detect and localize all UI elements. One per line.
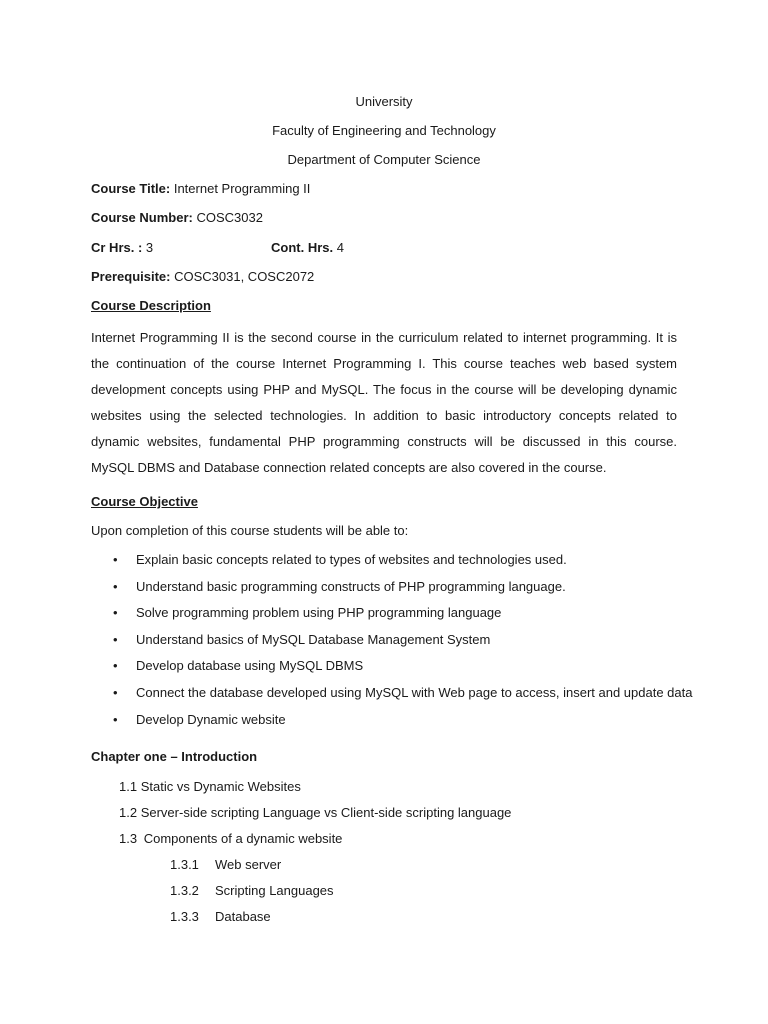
objective-intro: Upon completion of this course students will be able to: bbox=[91, 523, 409, 538]
section-number: 1.2 bbox=[119, 805, 138, 820]
subsection-text: Scripting Languages bbox=[215, 883, 334, 898]
bullet-icon: • bbox=[113, 632, 118, 647]
bullet-icon: • bbox=[113, 685, 118, 700]
course-description-text: Internet Programming II is the second course in the curriculum related to internet programming. It is the continuation of the course Internet Programming I. This course teaches web based system development concepts using PHP and MySQL. The focus in the course will be developing dynamic websites using the selected technologies. In addition to basic introductory concepts related to dynamic websites, fundamental PHP programming constructs will be discussed in this course. MySQL DBMS and Database connection related concepts are also covered in the course. bbox=[91, 330, 677, 475]
contact-hours-value: 4 bbox=[336, 240, 344, 255]
section-item bbox=[119, 804, 511, 822]
section-text: Components of a dynamic website bbox=[143, 831, 343, 846]
section-text: Server-side scripting Language vs Client-side scripting language bbox=[140, 805, 512, 820]
department-name: Department of Computer Science bbox=[287, 152, 481, 167]
bullet-icon: • bbox=[113, 605, 118, 620]
prerequisite-line bbox=[91, 268, 314, 286]
chapter-title: Chapter one – Introduction bbox=[91, 749, 258, 764]
course-title-line bbox=[91, 180, 310, 198]
section-number: 1.1 bbox=[119, 779, 138, 794]
section-item bbox=[119, 778, 301, 796]
credit-hours-line bbox=[91, 239, 153, 257]
contact-hours-label: Cont. Hrs. bbox=[271, 240, 334, 255]
bullet-icon: • bbox=[113, 712, 118, 727]
subsection-number: 1.3.1 bbox=[170, 857, 199, 872]
university-name: University bbox=[355, 94, 413, 109]
course-objective-heading: Course Objective bbox=[91, 494, 198, 509]
subsection-number: 1.3.3 bbox=[170, 909, 199, 924]
prerequisite-value: COSC3031, COSC2072 bbox=[174, 269, 315, 284]
course-number-value: COSC3032 bbox=[196, 210, 263, 225]
subsection-text: Web server bbox=[215, 857, 282, 872]
bullet-icon: • bbox=[113, 552, 118, 567]
credit-hours-label: Cr Hrs. : bbox=[91, 240, 143, 255]
subsection-text: Database bbox=[215, 909, 271, 924]
faculty-name: Faculty of Engineering and Technology bbox=[272, 123, 496, 138]
section-number: 1.3 bbox=[119, 831, 138, 846]
section-item bbox=[119, 830, 342, 848]
course-title-value: Internet Programming II bbox=[173, 181, 311, 196]
section-text: Static vs Dynamic Websites bbox=[140, 779, 301, 794]
bullet-icon: • bbox=[113, 658, 118, 673]
contact-hours-line bbox=[271, 239, 344, 257]
document-page: University Faculty of Engineering and Technology Department of Computer Science Course Title: Internet Programming II Course Number: COSC3032 Cr Hrs. : 3 Cont. Hrs. 4 Prerequisite: COSC3031, COSC2072 Course Description Internet Programming II is the second course in the curriculum related to internet programming. It is the continuation of the course Internet Programming I. This course teaches web based system development concepts using PHP and MySQL. The focus in the course will be developing dynamic websites using the selected technologies. In addition to basic introductory concepts related to dynamic websites, fundamental PHP programming constructs will be discussed in this course. MySQL DBMS and Database connection related concepts are also covered in the course. Course Objective Upon completion of this course students will be able to: • Explain basic concepts related to types of websites and technologies used. • Understand basic programming constructs of PHP programming language. • Solve programming problem using PHP programming language • Understand basics of MySQL Database Management System • Develop database using MySQL DBMS • Connect the database developed using MySQL with Web page to access, insert and update data • Develop Dynamic website Chapter one – Introduction 1.1 Static vs Dynamic Websites 1.2 Server-side scripting Language vs Client-side scripting language 1.3 Components of a dynamic website 1.3.1 Web server 1.3.2 Scripting Languages 1.3.3 Database bbox=[0, 0, 768, 1024]
bullet-icon: • bbox=[113, 579, 118, 594]
course-number-label: Course Number: bbox=[91, 210, 193, 225]
credit-hours-value: 3 bbox=[145, 240, 154, 255]
prerequisite-label: Prerequisite: bbox=[91, 269, 171, 284]
course-number-line bbox=[91, 209, 263, 227]
subsection-number: 1.3.2 bbox=[170, 883, 199, 898]
course-description-heading: Course Description bbox=[91, 298, 211, 313]
course-title-label: Course Title: bbox=[91, 181, 171, 196]
